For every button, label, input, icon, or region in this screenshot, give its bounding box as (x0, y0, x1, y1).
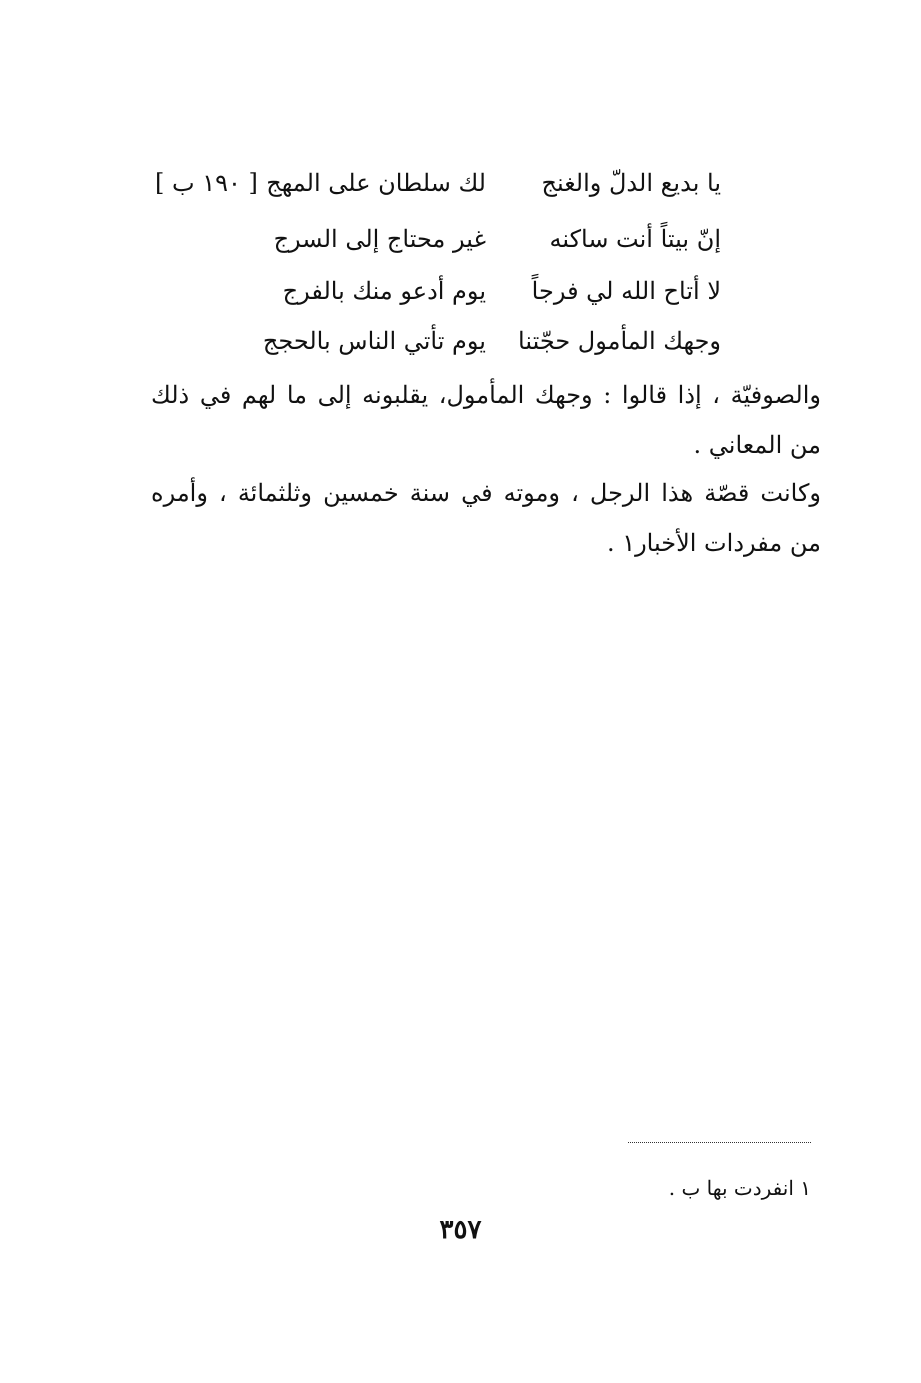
verse-first-hemistich: يا بديع الدلّ والغنج (541, 169, 721, 197)
poem-verse (251, 268, 721, 314)
verse-first-hemistich: وجهك المأمول حجّتنا (518, 327, 721, 355)
poem-verse (251, 318, 721, 364)
poem-verse (251, 216, 721, 262)
footnote-separator (628, 1142, 811, 1143)
body-paragraph: والصوفيّة ، إذا قالوا : وجهك المأمول، يقلبونه إلى ما لهم في ذلك من المعاني . (151, 381, 821, 459)
verse-first-hemistich: إنّ بيتاً أنت ساكنه (549, 225, 721, 253)
body-paragraph: وكانت قصّة هذا الرجل ، وموته في سنة خمسين وثلثمائة ، وأمره من مفردات الأخبار١ . (151, 479, 821, 557)
poem-verse (251, 160, 721, 206)
verse-second-hemistich: غير محتاج إلى السرج (273, 225, 486, 253)
page-number: ٣٥٧ (439, 1215, 482, 1245)
manuscript-folio-marker: [ ١٩٠ ب ] (155, 169, 258, 197)
verse-first-hemistich: لا أتاح الله لي فرجاً (531, 277, 721, 305)
footnote: ١ انفردت بها ب . (668, 1176, 811, 1200)
verse-second-hemistich: يوم أدعو منك بالفرج (282, 277, 486, 305)
verse-second-hemistich: يوم تأتي الناس بالحجج (262, 327, 486, 355)
verse-second-hemistich: لك سلطان على المهج (266, 169, 486, 197)
